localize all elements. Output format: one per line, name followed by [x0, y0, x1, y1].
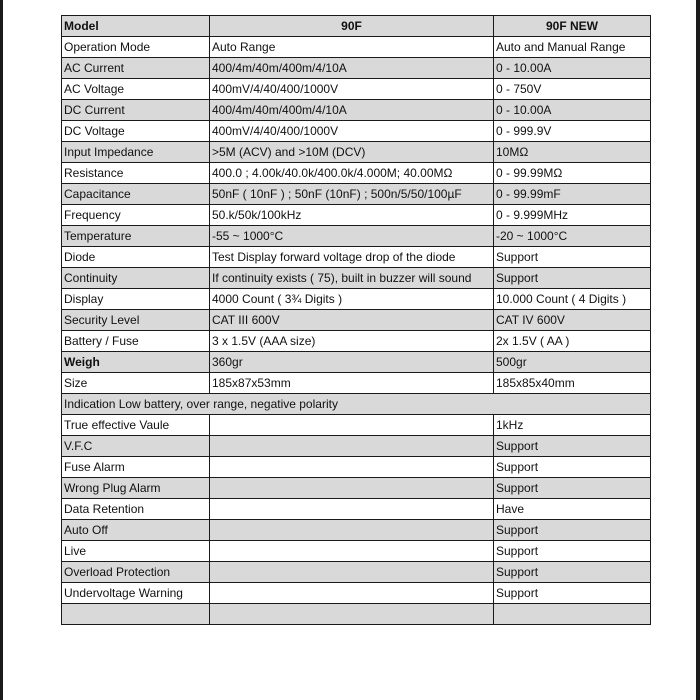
row-label: Resistance: [62, 163, 210, 184]
value-90f: [210, 499, 494, 520]
value-90f-new: -20 ~ 1000°C: [494, 226, 651, 247]
value-90f: 3 x 1.5V (AAA size): [210, 331, 494, 352]
value-90f: 4000 Count ( 3¾ Digits ): [210, 289, 494, 310]
row-label: Security Level: [62, 310, 210, 331]
value-90f: 185x87x53mm: [210, 373, 494, 394]
header-row: [62, 16, 651, 37]
value-90f: Auto Range: [210, 37, 494, 58]
value-90f: 400/4m/40m/400m/4/10A: [210, 58, 494, 79]
table-row: [62, 37, 651, 58]
table-row: [62, 100, 651, 121]
table-row: [62, 373, 651, 394]
value-90f: [210, 583, 494, 604]
header-model: Model: [62, 16, 210, 37]
value-90f-new: 500gr: [494, 352, 651, 373]
indication-text: Indication Low battery, over range, negative polarity: [62, 394, 651, 415]
table-row: [62, 289, 651, 310]
table-row: [62, 499, 651, 520]
value-90f: [210, 520, 494, 541]
value-90f-new: 2x 1.5V ( AA ): [494, 331, 651, 352]
table-row: [62, 268, 651, 289]
value-90f-new: 1kHz: [494, 415, 651, 436]
value-90f: [210, 604, 494, 625]
value-90f: [210, 562, 494, 583]
table-row: [62, 121, 651, 142]
table-row: [62, 226, 651, 247]
table-row: [62, 163, 651, 184]
table-row: [62, 310, 651, 331]
value-90f-new: 0 - 10.00A: [494, 58, 651, 79]
value-90f-new: Support: [494, 583, 651, 604]
row-label: Frequency: [62, 205, 210, 226]
table-row: [62, 205, 651, 226]
indication-row: [62, 394, 651, 415]
value-90f-new: 0 - 10.00A: [494, 100, 651, 121]
table-row: [62, 79, 651, 100]
row-label: Auto Off: [62, 520, 210, 541]
table-row: [62, 247, 651, 268]
row-label: Operation Mode: [62, 37, 210, 58]
row-label: Diode: [62, 247, 210, 268]
value-90f-new: 0 - 999.9V: [494, 121, 651, 142]
table-row: [62, 58, 651, 79]
value-90f-new: Have: [494, 499, 651, 520]
row-label: V.F.C: [62, 436, 210, 457]
value-90f-new: Support: [494, 562, 651, 583]
table-row: [62, 352, 651, 373]
value-90f-new: 10MΩ: [494, 142, 651, 163]
header-90f-new: 90F NEW: [494, 16, 651, 37]
row-label: Battery / Fuse: [62, 331, 210, 352]
left-edge-bar: [0, 0, 3, 700]
value-90f: 400mV/4/40/400/1000V: [210, 79, 494, 100]
row-label: Live: [62, 541, 210, 562]
value-90f-new: Support: [494, 478, 651, 499]
row-label: Fuse Alarm: [62, 457, 210, 478]
value-90f-new: Support: [494, 247, 651, 268]
table-row: [62, 436, 651, 457]
row-label: DC Current: [62, 100, 210, 121]
value-90f: [210, 457, 494, 478]
value-90f-new: 0 - 9.999MHz: [494, 205, 651, 226]
table-row: [62, 457, 651, 478]
table-row: [62, 520, 651, 541]
row-label: Data Retention: [62, 499, 210, 520]
value-90f-new: Support: [494, 436, 651, 457]
value-90f: 400mV/4/40/400/1000V: [210, 121, 494, 142]
value-90f: [210, 415, 494, 436]
value-90f-new: Auto and Manual Range: [494, 37, 651, 58]
value-90f-new: Support: [494, 541, 651, 562]
value-90f: If continuity exists ( 75), built in buzzer will sound: [210, 268, 494, 289]
value-90f: [210, 478, 494, 499]
right-edge-bar: [696, 0, 700, 700]
value-90f-new: Support: [494, 268, 651, 289]
row-label: AC Current: [62, 58, 210, 79]
table-row: [62, 415, 651, 436]
table-row: [62, 331, 651, 352]
row-label: DC Voltage: [62, 121, 210, 142]
row-label: [62, 604, 210, 625]
table-row: [62, 583, 651, 604]
value-90f: >5M (ACV) and >10M (DCV): [210, 142, 494, 163]
row-label: Weigh: [62, 352, 210, 373]
value-90f-new: 185x85x40mm: [494, 373, 651, 394]
row-label: Capacitance: [62, 184, 210, 205]
row-label: Input Impedance: [62, 142, 210, 163]
value-90f-new: 0 - 99.99mF: [494, 184, 651, 205]
value-90f: 400.0 ; 4.00k/40.0k/400.0k/4.000M; 40.00MΩ: [210, 163, 494, 184]
value-90f-new: CAT IV 600V: [494, 310, 651, 331]
table-row: [62, 142, 651, 163]
value-90f: [210, 436, 494, 457]
row-label: Continuity: [62, 268, 210, 289]
value-90f: Test Display forward voltage drop of the diode: [210, 247, 494, 268]
value-90f: [210, 541, 494, 562]
value-90f-new: 10.000 Count ( 4 Digits ): [494, 289, 651, 310]
value-90f: 50nF ( 10nF ) ; 50nF (10nF) ; 500n/5/50/100µF: [210, 184, 494, 205]
row-label: AC Voltage: [62, 79, 210, 100]
value-90f: 360gr: [210, 352, 494, 373]
table-row: [62, 541, 651, 562]
value-90f-new: 0 - 750V: [494, 79, 651, 100]
value-90f: -55 ~ 1000°C: [210, 226, 494, 247]
header-90f: 90F: [210, 16, 494, 37]
value-90f: 400/4m/40m/400m/4/10A: [210, 100, 494, 121]
table-row: [62, 604, 651, 625]
table-row: [62, 478, 651, 499]
value-90f-new: Support: [494, 457, 651, 478]
value-90f-new: Support: [494, 520, 651, 541]
table-row: [62, 184, 651, 205]
spec-comparison-table: [61, 15, 651, 625]
row-label: Size: [62, 373, 210, 394]
row-label: Temperature: [62, 226, 210, 247]
row-label: Undervoltage Warning: [62, 583, 210, 604]
value-90f-new: 0 - 99.99MΩ: [494, 163, 651, 184]
row-label: Wrong Plug Alarm: [62, 478, 210, 499]
value-90f: 50.k/50k/100kHz: [210, 205, 494, 226]
table-row: [62, 562, 651, 583]
row-label: True effective Vaule: [62, 415, 210, 436]
row-label: Overload Protection: [62, 562, 210, 583]
value-90f-new: [494, 604, 651, 625]
value-90f: CAT III 600V: [210, 310, 494, 331]
row-label: Display: [62, 289, 210, 310]
